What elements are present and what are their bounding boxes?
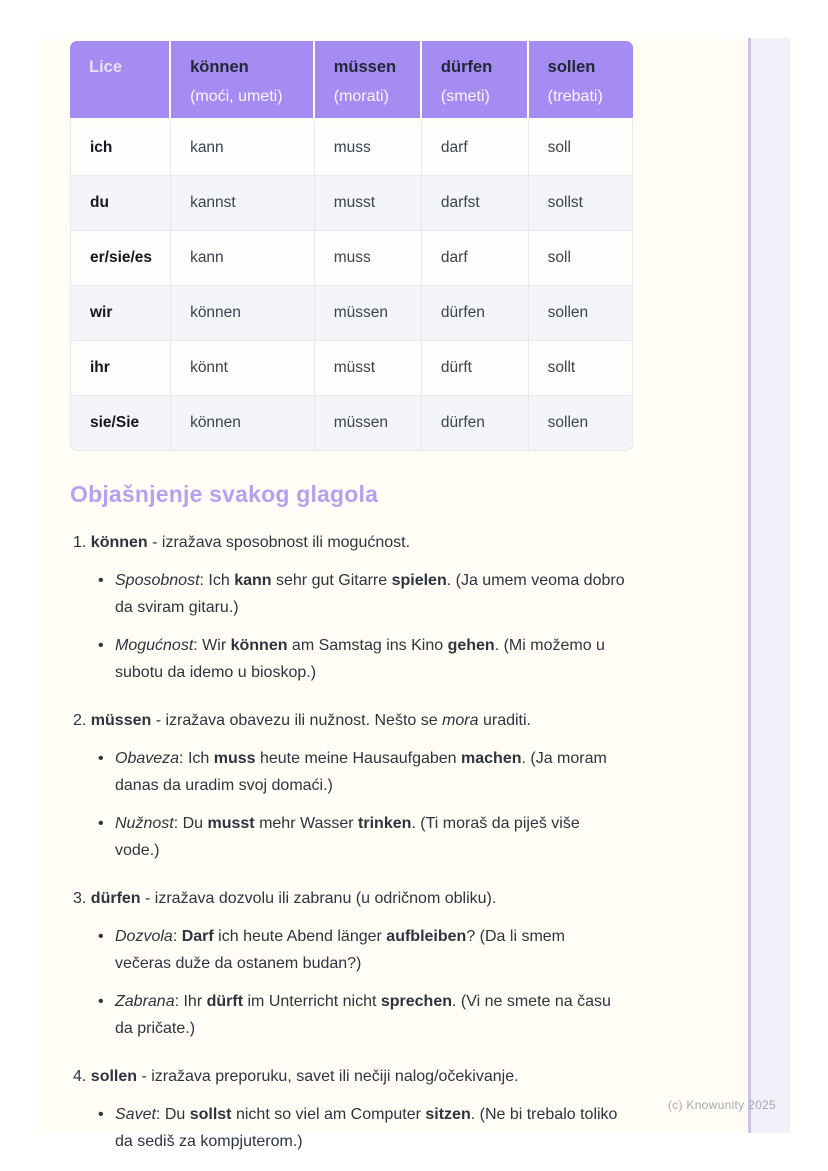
item-lead: 1. können - izražava sposobnost ili mogućnost. <box>73 534 411 551</box>
table-cell: dürft <box>422 341 529 396</box>
table-row <box>70 396 633 451</box>
table-row <box>70 231 633 286</box>
header-cell-duerfen <box>422 41 529 121</box>
table-cell: darf <box>422 121 529 176</box>
bullet-text: Mogućnost: Wir können am Samstag ins Kino gehen. (Mi možemo u subotu da idemo u bioskop.) <box>115 637 605 681</box>
person-cell: wir <box>70 286 171 341</box>
table-cell: kannst <box>171 176 315 231</box>
bullet-text: Zabrana: Ihr dürft im Unterricht nicht sprechen. (Vi ne smete na času da pričate.) <box>115 993 611 1037</box>
verb-item-sollen <box>70 1063 660 1155</box>
table-cell: kann <box>171 121 315 176</box>
bullet-icon <box>98 810 115 864</box>
table-cell: müsst <box>315 341 422 396</box>
table-cell: dürfen <box>422 396 529 451</box>
bullet-text: Sposobnost: Ich kann sehr gut Gitarre spielen. (Ja umem veoma dobro da sviram gitaru.) <box>115 572 625 616</box>
list-item <box>98 923 660 977</box>
list-item <box>98 1101 660 1155</box>
table-cell: sollt <box>529 341 633 396</box>
person-cell: ihr <box>70 341 171 396</box>
list-item <box>98 632 660 686</box>
table-cell: können <box>171 396 315 451</box>
item-lead: 4. sollen - izražava preporuku, savet ili nečiji nalog/očekivanje. <box>73 1068 519 1085</box>
table-header <box>70 41 633 121</box>
bullet-text: Obaveza: Ich muss heute meine Hausaufgaben machen. (Ja moram danas da uradim svoj domaći.) <box>115 750 607 794</box>
table-cell: muss <box>315 231 422 286</box>
table-row <box>70 341 633 396</box>
column-subtitle: (moći, umeti) <box>190 88 283 105</box>
table-cell: könnt <box>171 341 315 396</box>
table-cell: darf <box>422 231 529 286</box>
table-cell: können <box>171 286 315 341</box>
table-cell: soll <box>529 231 633 286</box>
list-item <box>98 567 660 621</box>
table-cell: musst <box>315 176 422 231</box>
table-body <box>70 121 633 451</box>
verb-item-koennen <box>70 529 660 686</box>
bullet-icon <box>98 567 115 621</box>
table-cell: kann <box>171 231 315 286</box>
table-row <box>70 176 633 231</box>
table-cell: soll <box>529 121 633 176</box>
page-edge-rail <box>748 38 790 1133</box>
person-cell: ich <box>70 121 171 176</box>
bullet-text: Savet: Du sollst nicht so viel am Computer sitzen. (Ne bi trebalo toliko da sediš za kompjuterom.) <box>115 1106 618 1150</box>
item-lead: 3. dürfen - izražava dozvolu ili zabranu (u odričnom obliku). <box>73 890 497 907</box>
item-lead: 2. müssen - izražava obavezu ili nužnost. Nešto se mora uraditi. <box>73 712 531 729</box>
header-cell-lice <box>70 41 171 121</box>
conjugation-table <box>70 41 633 451</box>
verb-item-muessen <box>70 707 660 864</box>
column-title: Lice <box>89 58 123 76</box>
bullet-icon <box>98 1101 115 1155</box>
table-row <box>70 121 633 176</box>
table-header-row <box>70 41 633 121</box>
column-title: können <box>190 58 249 76</box>
header-cell-koennen <box>171 41 315 121</box>
verb-item-duerfen <box>70 885 660 1042</box>
header-cell-sollen <box>529 41 633 121</box>
list-item <box>98 810 660 864</box>
table-cell: sollen <box>529 396 633 451</box>
person-cell: du <box>70 176 171 231</box>
column-title: sollen <box>547 58 596 76</box>
document-content <box>38 38 660 1155</box>
copyright-notice: (c) Knowunity 2025 <box>667 1098 776 1112</box>
table-cell: dürfen <box>422 286 529 341</box>
bullet-icon <box>98 632 115 686</box>
table-cell: muss <box>315 121 422 176</box>
bullet-icon <box>98 745 115 799</box>
column-subtitle: (morati) <box>333 88 389 105</box>
bullet-icon <box>98 923 115 977</box>
table-row <box>70 286 633 341</box>
document-sheet <box>38 38 790 1150</box>
table-cell: sollen <box>529 286 633 341</box>
person-cell: sie/Sie <box>70 396 171 451</box>
header-cell-muessen <box>315 41 422 121</box>
column-subtitle: (trebati) <box>547 88 603 105</box>
person-cell: er/sie/es <box>70 231 171 286</box>
table-cell: müssen <box>315 396 422 451</box>
table-cell: darfst <box>422 176 529 231</box>
bullet-text: Dozvola: Darf ich heute Abend länger aufbleiben? (Da li smem večeras duže da ostanem budan?) <box>115 928 565 972</box>
column-subtitle: (smeti) <box>440 88 490 105</box>
column-title: müssen <box>333 58 397 76</box>
table-cell: sollst <box>529 176 633 231</box>
column-title: dürfen <box>440 58 493 76</box>
bullet-icon <box>98 988 115 1042</box>
section-heading: Objašnjenje svakog glagola <box>70 481 379 507</box>
list-item <box>98 988 660 1042</box>
list-item <box>98 745 660 799</box>
bullet-text: Nužnost: Du musst mehr Wasser trinken. (Ti moraš da piješ više vode.) <box>115 815 580 859</box>
table-cell: müssen <box>315 286 422 341</box>
